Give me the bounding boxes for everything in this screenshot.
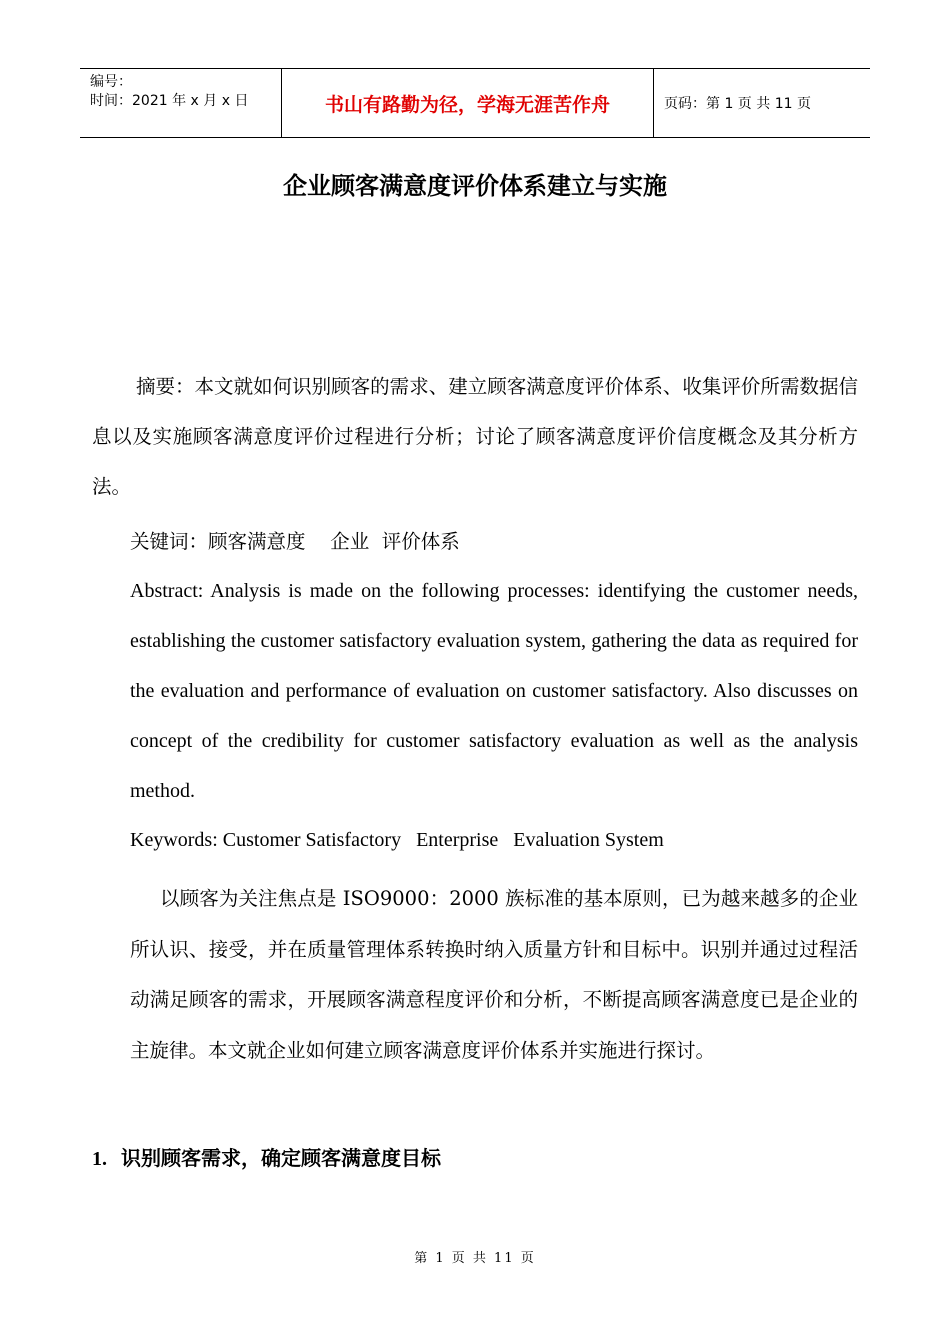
section-title: 识别顾客需求，确定顾客满意度目标 — [121, 1146, 441, 1170]
intro-paragraph: 以顾客为关注焦点是 ISO9000：2000 族标准的基本原则，已为越来越多的企业所认识、接受，并在质量管理体系转换时纳入质量方针和目标中。识别并通过过程活动满足顾客的需求，开展顾客满意程度评价和分析，不断提高顾客满意度已是企业的主旋律。本文就企业如何建立顾客满意度评价体系并实施进行探讨。 — [130, 887, 858, 1062]
section-number: 1. — [92, 1148, 107, 1170]
number-label: 编号： — [90, 74, 132, 90]
abstract-en: Abstract: Analysis is made on the following processes: identifying the customer needs, establishing the customer satisfactory evaluation system, gathering the data as required for the evaluation and performance of evaluation on customer satisfactory. Also discusses on concept of the credibility for customer satisfactory evaluation as well as the analysis method. — [130, 580, 858, 802]
keywords-en: Keywords: Customer Satisfactory Enterprise Evaluation System — [130, 829, 664, 851]
header-page-info: 页码：第 1 页 共 11 页 — [664, 96, 811, 112]
document-header — [80, 68, 870, 138]
page-footer: 第 1 页 共 11 页 — [414, 1251, 536, 1266]
abstract-cn: 摘要：本文就如何识别顾客的需求、建立顾客满意度评价体系、收集评价所需数据信息以及实施顾客满意度评价过程进行分析；讨论了顾客满意度评价信度概念及其分析方法。 — [92, 375, 858, 498]
time-label: 时间：2021 年 x 月 x 日 — [90, 93, 249, 109]
document-title: 企业顾客满意度评价体系建立与实施 — [283, 172, 667, 200]
header-meta — [80, 69, 281, 137]
header-motto: 书山有路勤为径，学海无涯苦作舟 — [281, 69, 654, 137]
section-heading — [92, 1142, 441, 1171]
keywords-cn: 关键词：顾客满意度 企业 评价体系 — [130, 530, 460, 553]
